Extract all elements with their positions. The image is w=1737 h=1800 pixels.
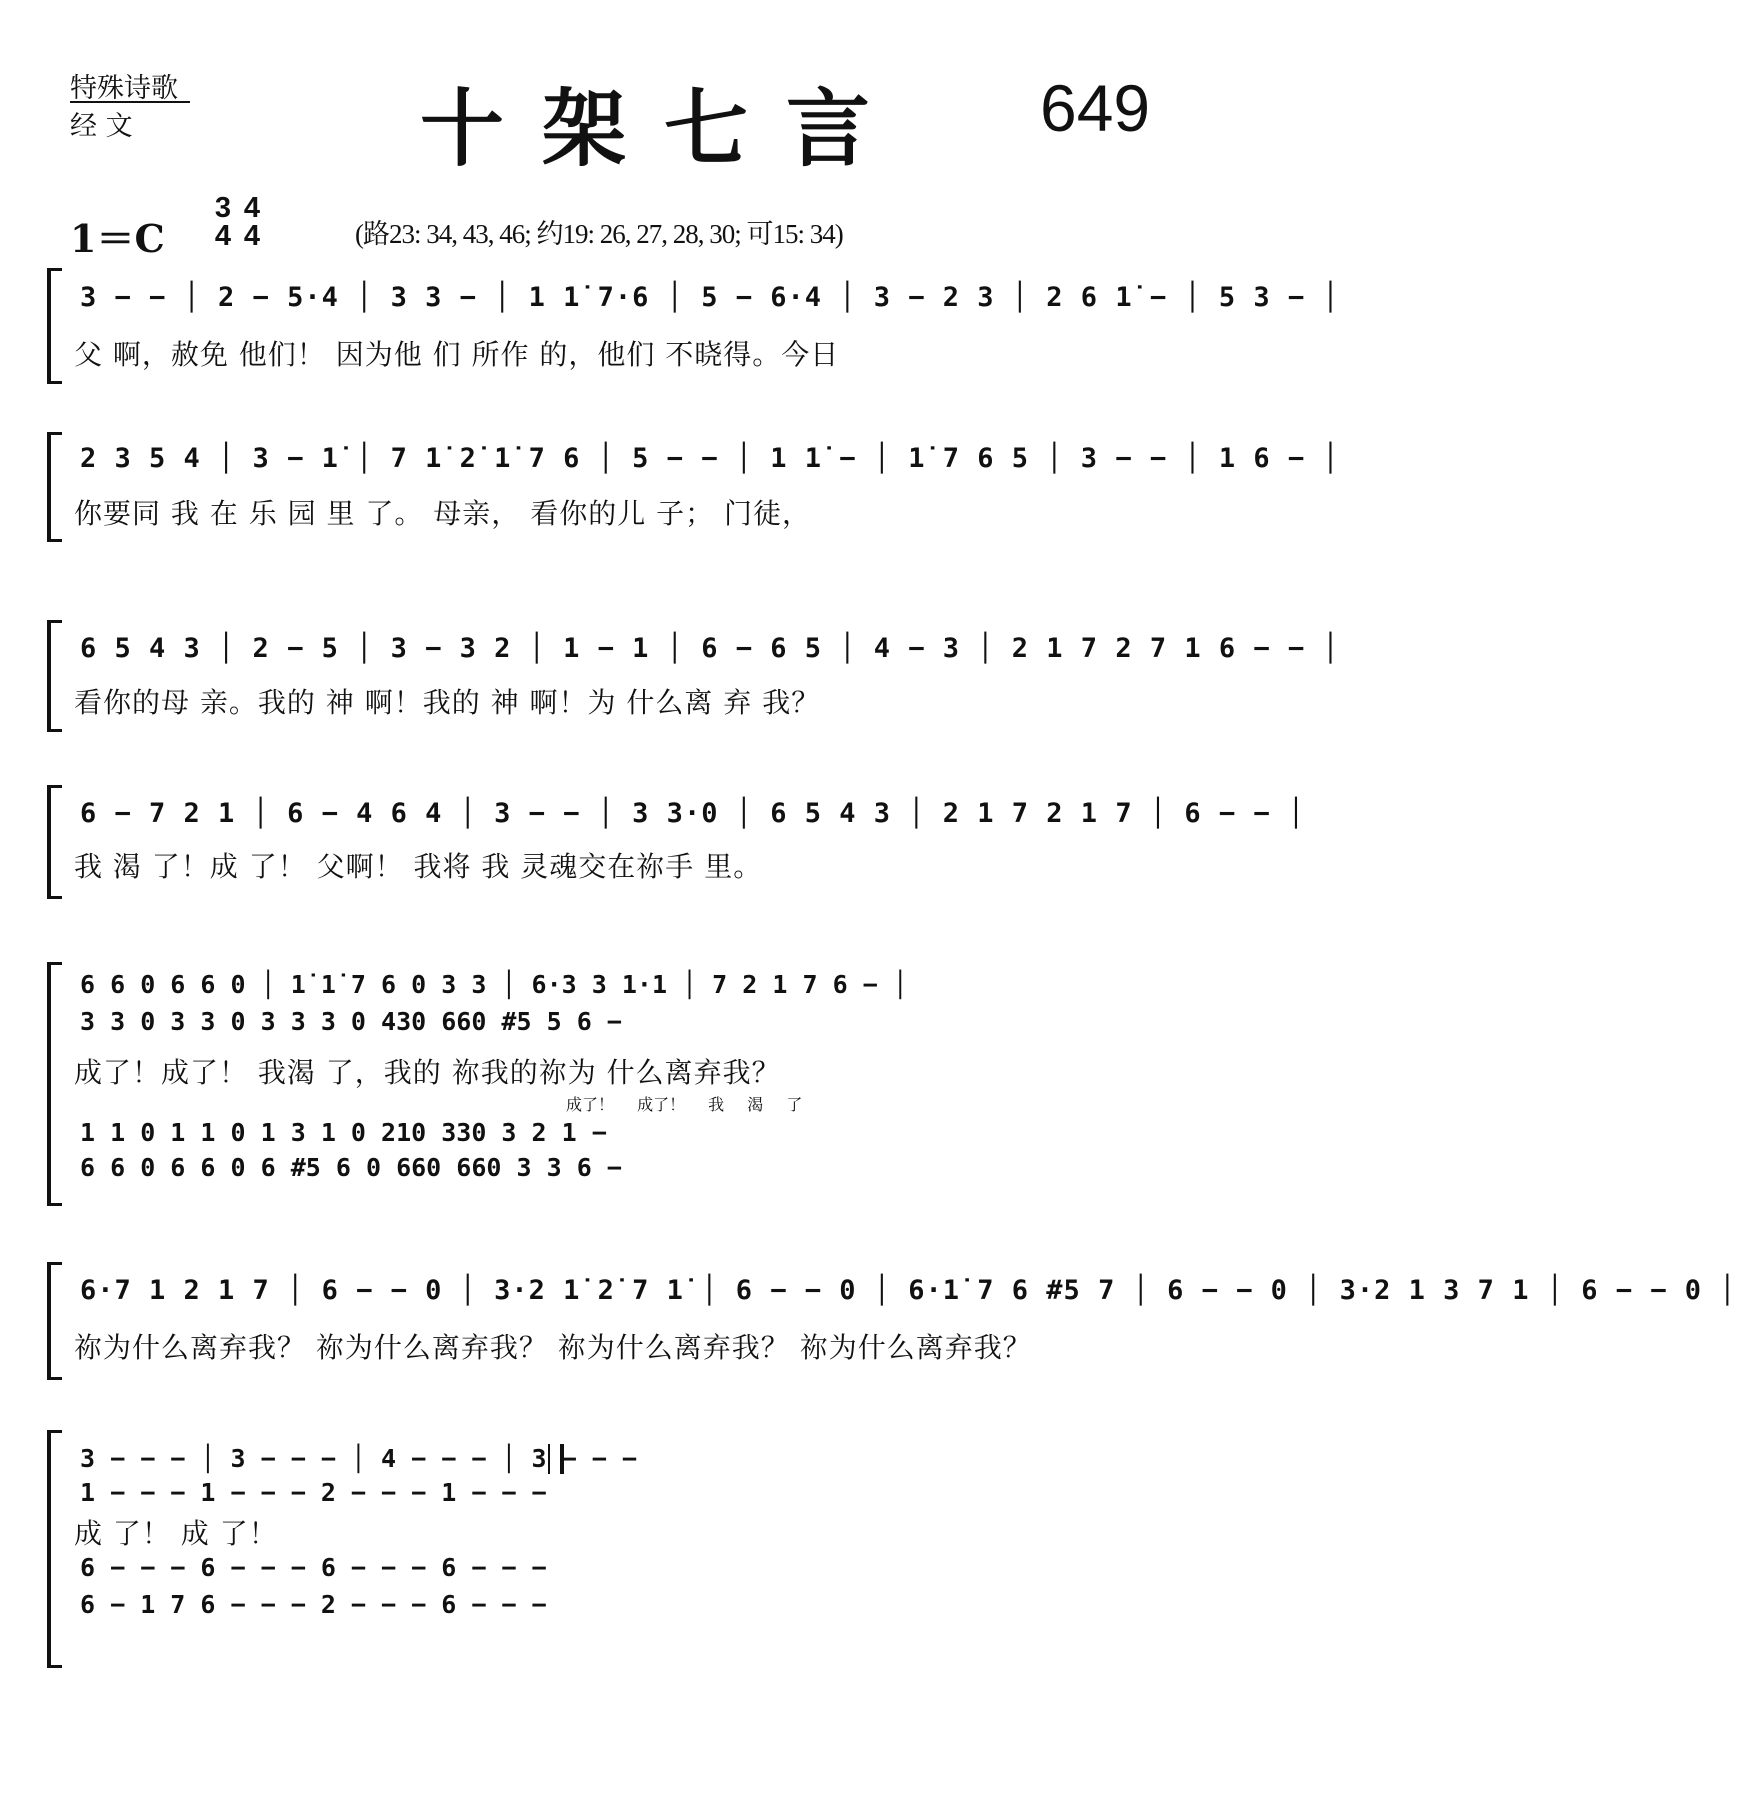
time-sig-bottom: 4	[243, 220, 261, 252]
soprano-line: 6 6 0 6 6 0 │ 1̇ 1̇ 7 6 0 3 3 │ 6·3 3 1·1 │ 7 2 1 7 6 − │	[80, 970, 908, 999]
lyric-line: 我 渴 了！成 了！ 父啊！ 我将 我 灵魂交在祢手 里。	[74, 850, 763, 883]
lyric-line: 父 啊，赦免 他们！ 因为他 们 所作 的，他们 不晓得。今日	[74, 338, 840, 371]
final-barline	[548, 1444, 564, 1474]
system-brace	[47, 785, 62, 899]
tenor-line: 6 − − − 6 − − − 6 − − − 6 − − −	[80, 1553, 547, 1582]
key-signature: 1＝C	[70, 216, 165, 261]
sub-lyric-line: 成了！ 成了！ 我 渴 了	[566, 1095, 803, 1114]
notation-line: 6·7 1 2 1 7 │ 6 − − 0 │ 3·2 1̇ 2̇ 7 1̇ │ 6 − − 0 │ 6·1̇ 7 6 #5 7 │ 6 − − 0 │ 3·2 1 3 7 1 │ 6 − − 0 │	[80, 1275, 1737, 1306]
lyric-line: 祢为什么离弃我？ 祢为什么离弃我？ 祢为什么离弃我？ 祢为什么离弃我？	[74, 1331, 1032, 1364]
alto-line: 1 − − − 1 − − − 2 − − − 1 − − −	[80, 1478, 547, 1507]
category-label-2: 经 文	[70, 111, 133, 142]
bass-line: 6 6 0 6 6 0 6 #5 6 0 660 660 3 3 6 −	[80, 1153, 622, 1182]
category-label-1: 特殊诗歌	[70, 73, 178, 104]
category-underline	[70, 101, 190, 103]
notation-line: 6 5 4 3 │ 2 − 5 │ 3 − 3 2 │ 1 − 1 │ 6 − 6 5 │ 4 − 3 │ 2 1 7 2 7 1 6 − − │	[80, 633, 1340, 664]
lyric-line: 看你的母 亲。我的 神 啊！我的 神 啊！为 什么离 弃 我？	[74, 686, 821, 719]
lyric-line: 你要同 我 在 乐 园 里 了。 母亲， 看你的儿 子； 门徒，	[74, 497, 812, 530]
scripture-references: (路23: 34, 43, 46; 约19: 26, 27, 28, 30; 可15: 34)	[355, 219, 843, 249]
time-signature-3-4	[210, 194, 236, 250]
alto-line: 3 3 0 3 3 0 3 3 3 0 430 660 #5 5 6 −	[80, 1007, 622, 1036]
bass-line: 6 − 1 7 6 − − − 2 − − − 6 − − −	[80, 1590, 547, 1619]
system-brace	[47, 620, 62, 732]
time-sig-top: 3	[214, 192, 232, 224]
time-sig-bottom: 4	[214, 220, 232, 252]
notation-line: 6 − 7 2 1 │ 6 − 4 6 4 │ 3 − − │ 3 3·0 │ 6 5 4 3 │ 2 1 7 2 1 7 │ 6 − − │	[80, 798, 1306, 829]
lyric-line: 成 了！ 成 了！	[74, 1517, 278, 1550]
system-brace	[47, 268, 62, 384]
system-brace	[47, 432, 62, 542]
system-brace	[47, 1430, 62, 1668]
notation-line: 3 − − │ 2 − 5·4 │ 3 3 − │ 1 1̇ 7·6 │ 5 − 6·4 │ 3 − 2 3 │ 2 6 1̇ − │ 5 3 − │	[80, 282, 1340, 313]
time-signature-4-4	[239, 194, 265, 250]
soprano-line: 3 − − − │ 3 − − − │ 4 − − − │ 3 − − −	[80, 1444, 637, 1473]
hymn-title: 十架七言	[420, 79, 909, 178]
system-brace	[47, 962, 62, 1206]
notation-line: 2 3 5 4 │ 3 − 1̇ │ 7 1̇ 2̇ 1̇ 7 6 │ 5 − − │ 1 1̇ − │ 1̇ 7 6 5 │ 3 − − │ 1 6 − │	[80, 443, 1340, 474]
hymn-number: 649	[1040, 71, 1151, 145]
tenor-line: 1 1 0 1 1 0 1 3 1 0 210 330 3 2 1 −	[80, 1118, 607, 1147]
lyric-line: 成了！成了！ 我渴 了，我的 祢我的祢为 什么离弃我？	[74, 1056, 781, 1089]
time-sig-top: 4	[243, 192, 261, 224]
system-brace	[47, 1262, 62, 1380]
